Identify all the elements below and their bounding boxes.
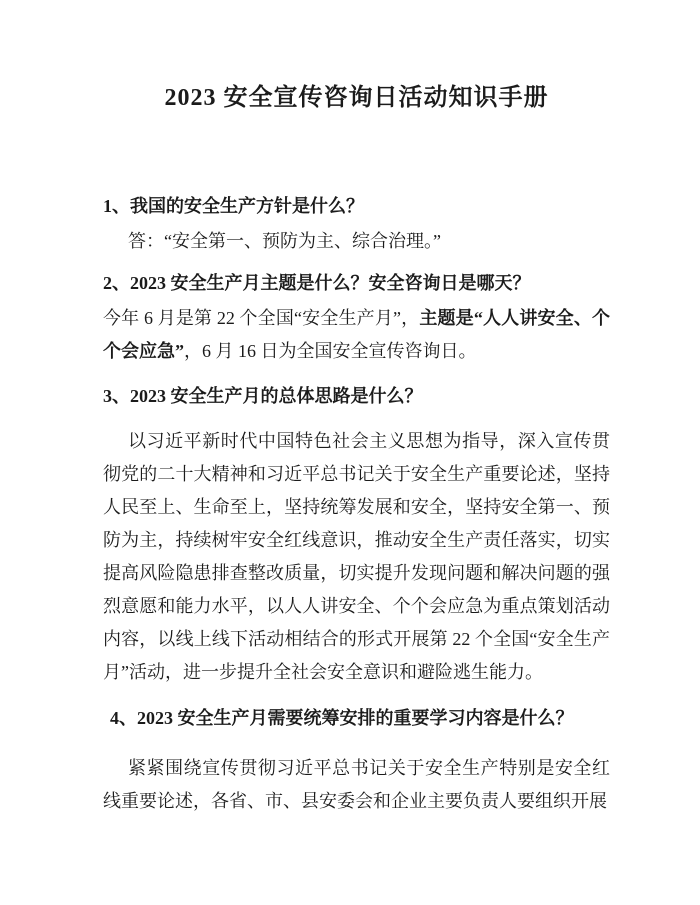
answer-2-part-bold: 主题是“人人讲安全、个个会应急” xyxy=(103,308,610,361)
page-title: 2023 安全宣传咨询日活动知识手册 xyxy=(164,85,549,111)
answer-1: 答：“安全第一、预防为主、综合治理。” xyxy=(128,231,441,251)
answer-3: 以习近平新时代中国特色社会主义思想为指导，深入宣传贯彻党的二十大精神和习近平总书记关于安全生产重要论述，坚持人民至上、生命至上，坚持统筹发展和安全，坚持安全第一、预防为主，持续树牢安全红线意识，推动安全生产责任落实，切实提高风险隐患排查整改质量，切实提升发现问题和解决问题的强烈意愿和能力水平，以人人讲安全、个个会应急为重点策划活动内容，以线上线下活动相结合的形式开展第 22 个全国“安全生产月”活动，进一步提升全社会安全意识和避险逃生能力。 xyxy=(103,431,610,682)
question-2: 2、2023 安全生产月主题是什么？安全咨询日是哪天？ xyxy=(103,273,531,293)
qa-section-1 xyxy=(103,190,610,258)
qa-section-2 xyxy=(103,267,610,368)
answer-2-part-regular-1: 今年 6 月是第 22 个全国“安全生产月”， xyxy=(103,308,420,328)
answer-4: 紧紧围绕宣传贯彻习近平总书记关于安全生产特别是安全红线重要论述，各省、市、县安委会和企业主要负责人要组织开展 xyxy=(103,758,610,811)
qa-section-3 xyxy=(103,380,610,689)
question-1: 1、我国的安全生产方针是什么？ xyxy=(103,196,364,216)
answer-2-part-regular-2: ，6 月 16 日为全国安全宣传咨询日。 xyxy=(184,341,477,361)
answer-2 xyxy=(103,302,610,368)
question-3: 3、2023 安全生产月的总体思路是什么？ xyxy=(103,386,423,406)
question-4: 4、2023 安全生产月需要统筹安排的重要学习内容是什么？ xyxy=(110,708,574,728)
qa-section-4 xyxy=(103,702,610,818)
